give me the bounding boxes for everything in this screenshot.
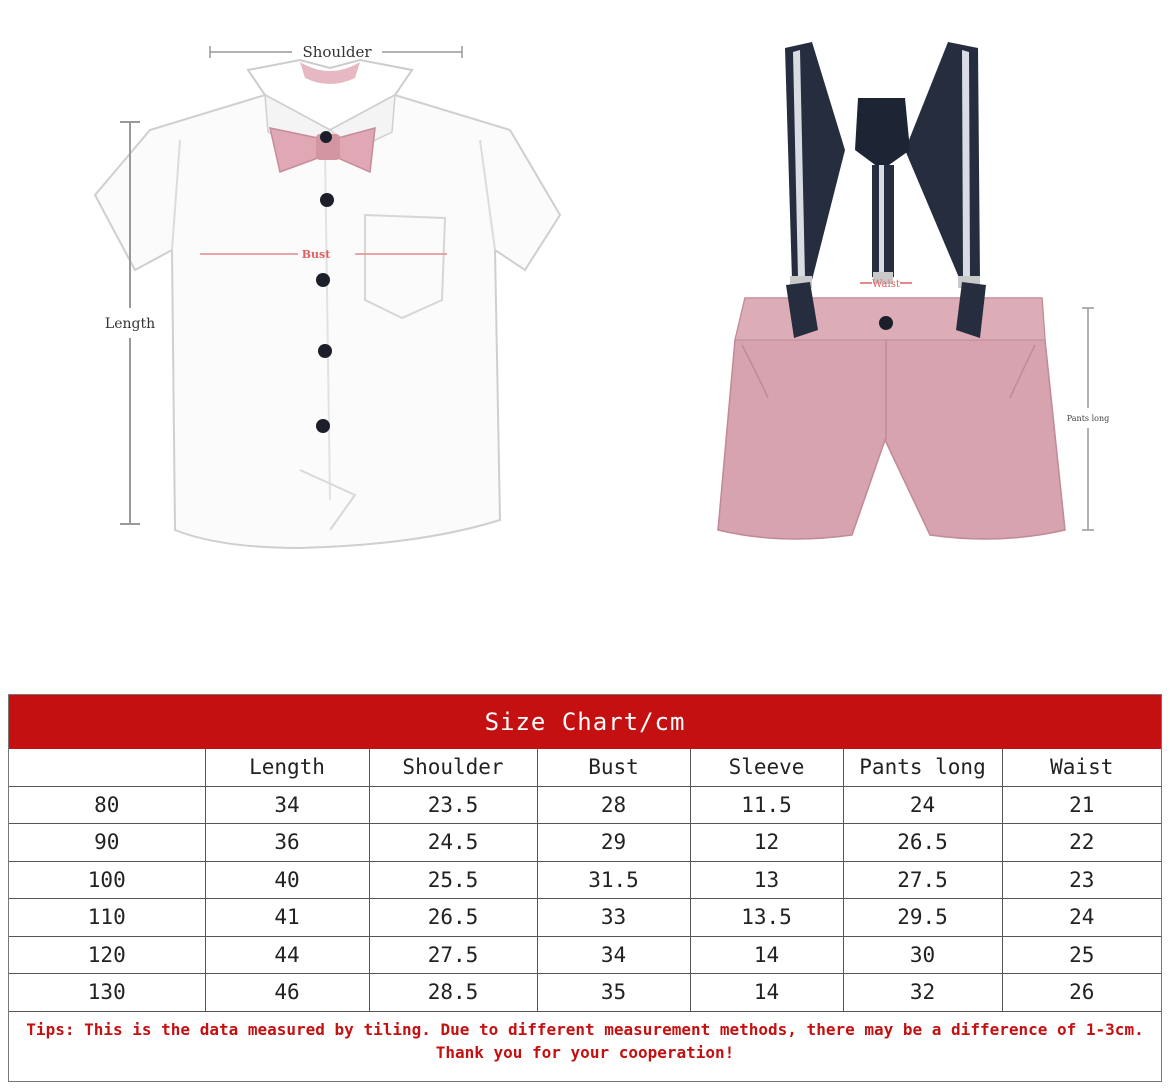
value-cell: 11.5 — [690, 786, 843, 824]
value-cell: 21 — [1002, 786, 1161, 824]
value-cell: 26.5 — [369, 899, 537, 937]
table-row — [9, 786, 1161, 824]
value-cell: 27.5 — [843, 861, 1002, 899]
value-cell: 24 — [843, 786, 1002, 824]
header-cell-length: Length — [205, 749, 369, 786]
bust-label: Bust — [301, 248, 331, 261]
value-cell: 13.5 — [690, 899, 843, 937]
value-cell: 30 — [843, 936, 1002, 974]
value-cell: 36 — [205, 824, 369, 862]
value-cell: 35 — [537, 974, 690, 1012]
value-cell: 23 — [1002, 861, 1161, 899]
value-cell: 34 — [205, 786, 369, 824]
value-cell: 29.5 — [843, 899, 1002, 937]
header-cell-waist: Waist — [1002, 749, 1161, 786]
value-cell: 29 — [537, 824, 690, 862]
value-cell: 41 — [205, 899, 369, 937]
header-cell-pants-long: Pants long — [843, 749, 1002, 786]
header-cell-size — [9, 749, 205, 786]
value-cell: 26.5 — [843, 824, 1002, 862]
pants-long-label: Pants long — [1066, 414, 1110, 423]
value-cell: 40 — [205, 861, 369, 899]
size-cell: 100 — [9, 861, 205, 899]
value-cell: 32 — [843, 974, 1002, 1012]
table-row — [9, 861, 1161, 899]
value-cell: 23.5 — [369, 786, 537, 824]
table-row — [9, 899, 1161, 937]
header-cell-shoulder: Shoulder — [369, 749, 537, 786]
value-cell: 14 — [690, 974, 843, 1012]
value-cell: 25.5 — [369, 861, 537, 899]
pink-shorts-image — [718, 282, 1065, 539]
suspenders-image — [785, 42, 980, 288]
size-chart-title: Size Chart/cm — [9, 695, 1161, 749]
size-cell: 110 — [9, 899, 205, 937]
value-cell: 26 — [1002, 974, 1161, 1012]
size-table — [9, 749, 1161, 1012]
value-cell: 24 — [1002, 899, 1161, 937]
value-cell: 25 — [1002, 936, 1161, 974]
table-row — [9, 974, 1161, 1012]
table-header-row — [9, 749, 1161, 786]
value-cell: 28 — [537, 786, 690, 824]
size-cell: 90 — [9, 824, 205, 862]
shoulder-label: Shoulder — [302, 43, 372, 61]
size-cell: 130 — [9, 974, 205, 1012]
size-cell: 80 — [9, 786, 205, 824]
value-cell: 12 — [690, 824, 843, 862]
value-cell: 31.5 — [537, 861, 690, 899]
value-cell: 13 — [690, 861, 843, 899]
value-cell: 46 — [205, 974, 369, 1012]
value-cell: 34 — [537, 936, 690, 974]
value-cell: 14 — [690, 936, 843, 974]
value-cell: 22 — [1002, 824, 1161, 862]
value-cell: 28.5 — [369, 974, 537, 1012]
table-row — [9, 824, 1161, 862]
value-cell: 44 — [205, 936, 369, 974]
table-row — [9, 936, 1161, 974]
value-cell: 33 — [537, 899, 690, 937]
length-label: Length — [104, 316, 156, 332]
value-cell: 24.5 — [369, 824, 537, 862]
size-chart — [8, 694, 1162, 1082]
tips-note: Tips: This is the data measured by tiling. Due to different measurement methods, there may be a difference of 1-3cm. Thank you for your cooperation! — [26, 1019, 1144, 1062]
size-cell: 120 — [9, 936, 205, 974]
waist-label: Waist — [872, 279, 900, 290]
header-cell-bust: Bust — [537, 749, 690, 786]
header-cell-sleeve: Sleeve — [690, 749, 843, 786]
value-cell: 27.5 — [369, 936, 537, 974]
